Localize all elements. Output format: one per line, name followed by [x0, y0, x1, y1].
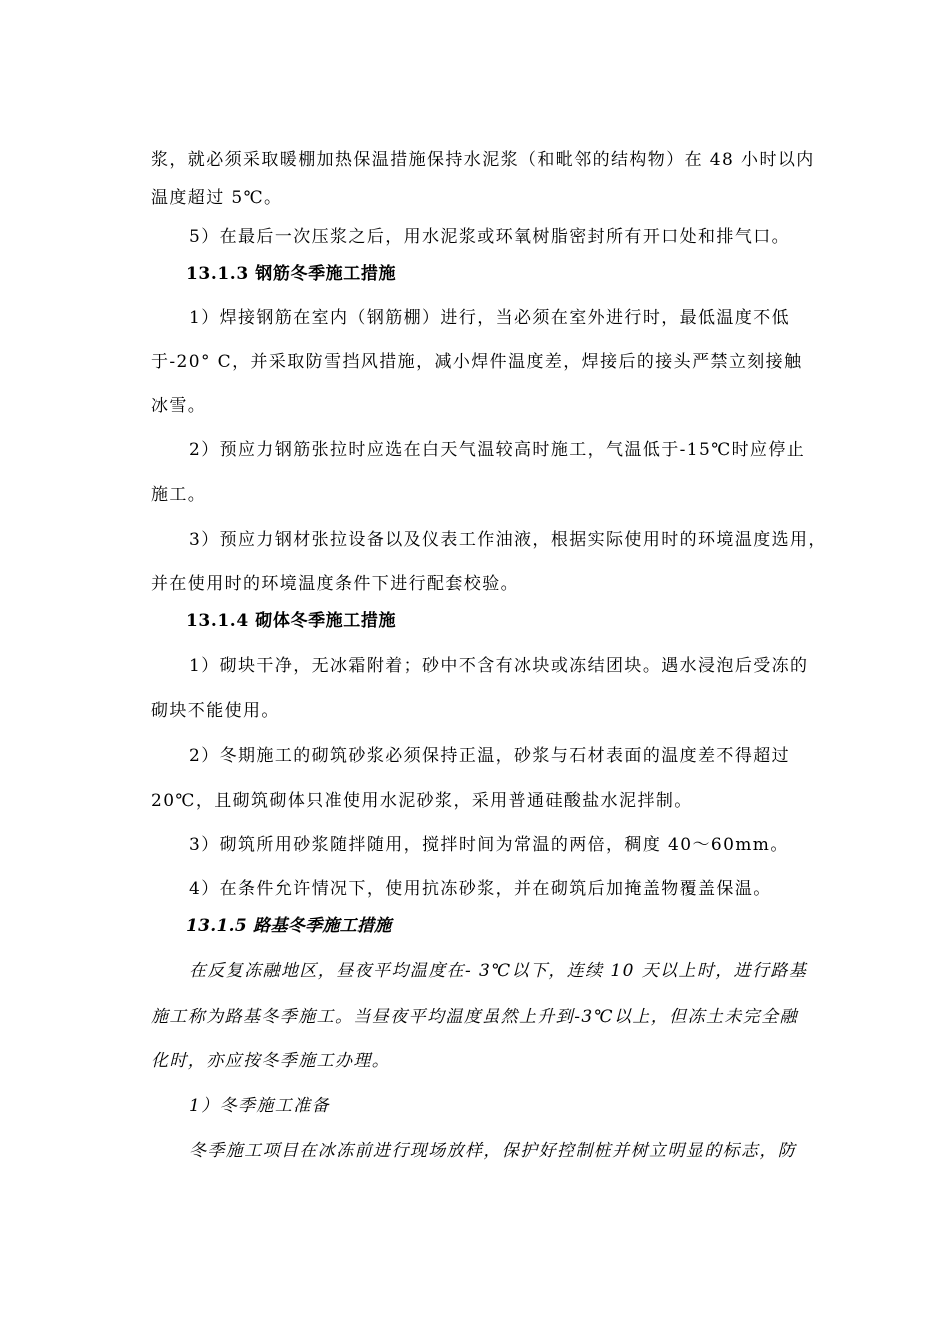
- section-heading: 13.1.5 路基冬季施工措施: [186, 916, 392, 936]
- paragraph-line: 冬季施工项目在冰冻前进行现场放样，保护好控制桩并树立明显的标志，防: [189, 1141, 797, 1161]
- paragraph-line: 冰雪。: [151, 396, 207, 416]
- paragraph-line: 化时，亦应按冬季施工办理。: [151, 1051, 391, 1071]
- list-item-line: 1）焊接钢筋在室内（钢筋棚）进行，当必须在室外进行时，最低温度不低: [189, 308, 791, 328]
- list-item-line: 1）冬季施工准备: [189, 1096, 331, 1116]
- paragraph-line: 浆，就必须采取暖棚加热保温措施保持水泥浆（和毗邻的结构物）在 48 小时以内: [151, 150, 815, 170]
- list-item-line: 5）在最后一次压浆之后，用水泥浆或环氧树脂密封所有开口处和排气口。: [189, 227, 791, 247]
- list-item-line: 3）预应力钢材张拉设备以及仪表工作油液，根据实际使用时的环境温度选用，: [189, 530, 827, 550]
- list-item-line: 2）预应力钢筋张拉时应选在白天气温较高时施工，气温低于-15℃时应停止: [189, 440, 806, 460]
- paragraph-line: 施工。: [151, 485, 207, 505]
- list-item-line: 2）冬期施工的砌筑砂浆必须保持正温，砂浆与石材表面的温度差不得超过: [189, 746, 791, 766]
- paragraph-line: 施工称为路基冬季施工。当昼夜平均温度虽然上升到-3℃以上，但冻土未完全融: [151, 1007, 798, 1027]
- paragraph-line: 于-20° C，并采取防雪挡风措施，减小焊件温度差，焊接后的接头严禁立刻接触: [151, 352, 803, 372]
- list-item-line: 3）砌筑所用砂浆随拌随用，搅拌时间为常温的两倍，稠度 40～60mm。: [189, 835, 789, 855]
- list-item-line: 1）砌块干净，无冰霜附着；砂中不含有冰块或冻结团块。遇水浸泡后受冻的: [189, 656, 809, 676]
- list-item-line: 4）在条件允许情况下，使用抗冻砂浆，并在砌筑后加掩盖物覆盖保温。: [189, 879, 772, 899]
- paragraph-line: 20℃，且砌筑砌体只准使用水泥砂浆，采用普通硅酸盐水泥拌制。: [151, 791, 693, 811]
- section-heading: 13.1.4 砌体冬季施工措施: [186, 611, 397, 631]
- paragraph-line: 在反复冻融地区，昼夜平均温度在- 3℃以下，连续 10 天以上时，进行路基: [189, 961, 808, 981]
- paragraph-line: 并在使用时的环境温度条件下进行配套校验。: [151, 574, 519, 594]
- paragraph-line: 砌块不能使用。: [151, 701, 280, 721]
- section-heading: 13.1.3 钢筋冬季施工措施: [186, 264, 397, 284]
- paragraph-line: 温度超过 5℃。: [151, 188, 283, 208]
